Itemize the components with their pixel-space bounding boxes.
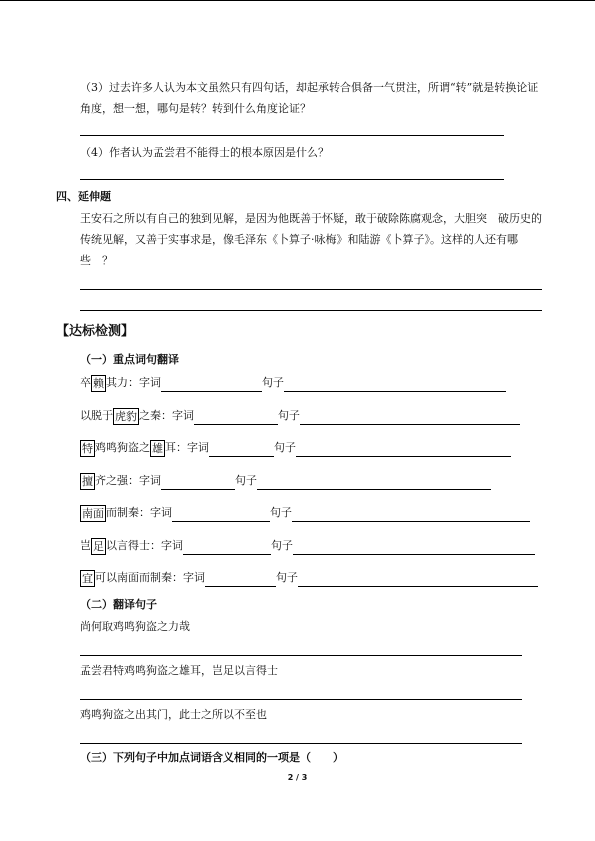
question-3: （3）过去许多人认为本文虽然只有四句话，却起承转合俱备一气贯注，所谓“转”就是转换论证角度，想一想，哪句是转？转到什么角度论证？ — [80, 81, 539, 115]
label-ci: 字词 — [183, 571, 205, 584]
label-juzi: 句子 — [270, 506, 292, 519]
answer-line-q3 — [80, 135, 504, 136]
label-ci: 字词 — [161, 539, 183, 552]
answer-line-extend-2 — [80, 310, 542, 311]
part3-title: （三）下列句子中加点词语含义相同的一项是（ ） — [80, 751, 344, 764]
word-answer-blank[interactable] — [172, 507, 270, 522]
key-word-box: 虎豹 — [115, 410, 137, 423]
key-word-box: 南面 — [82, 507, 104, 520]
sentence-answer-blank[interactable] — [284, 377, 506, 392]
colon-text: ： — [139, 506, 150, 519]
label-juzi: 句子 — [274, 441, 296, 454]
word-item-row — [80, 537, 535, 555]
word-item-text: 可以南面而制秦 — [95, 571, 172, 584]
word-item-text: 以脱于 — [80, 409, 113, 422]
sentence-answer-blank[interactable] — [300, 410, 520, 425]
key-word-box: 擅 — [82, 475, 93, 488]
sentence-answer-blank[interactable] — [296, 442, 511, 457]
sentence-answer-blank[interactable] — [292, 507, 530, 522]
sentence-3: 鸡鸣狗盗之出其门，此士之所以不至也 — [80, 708, 267, 721]
colon-text: ： — [150, 539, 161, 552]
section-extend-title: 四、延伸题 — [56, 190, 111, 203]
answer-line-sentence-3 — [80, 743, 522, 744]
word-item-text: 鸡鸣狗盗之 — [95, 441, 150, 454]
label-ci: 字词 — [187, 441, 209, 454]
sentence-2: 孟尝君特鸡鸣狗盗之雄耳，岂足以言得士 — [80, 664, 278, 677]
word-item-text: 岂 — [80, 539, 91, 552]
key-word-box: 足 — [93, 540, 104, 553]
part2-title: （二）翻译句子 — [80, 598, 157, 611]
key-word-box: 赖 — [93, 377, 104, 390]
colon-text: ： — [161, 409, 172, 422]
word-item-row — [80, 374, 506, 392]
label-ci: 字词 — [172, 409, 194, 422]
answer-line-sentence-2 — [80, 699, 522, 700]
word-answer-blank[interactable] — [161, 475, 235, 490]
answer-line-extend-1 — [80, 289, 542, 290]
sentence-answer-blank[interactable] — [298, 572, 538, 587]
label-ci: 字词 — [139, 376, 161, 389]
label-ci: 字词 — [139, 474, 161, 487]
key-word-box: 雄 — [152, 442, 163, 455]
label-juzi: 句子 — [271, 539, 293, 552]
label-juzi: 句子 — [276, 571, 298, 584]
word-item-row — [80, 439, 511, 457]
page-top-border — [0, 0, 595, 1]
answer-line-sentence-1 — [80, 655, 522, 656]
word-answer-blank[interactable] — [194, 410, 278, 425]
word-item-row — [80, 472, 491, 490]
dabiao-title: 【达标检测】 — [56, 324, 135, 339]
word-answer-blank[interactable] — [161, 377, 262, 392]
sentence-answer-blank[interactable] — [293, 540, 535, 555]
page-number: 2 / 3 — [287, 773, 308, 782]
label-juzi: 句子 — [235, 474, 257, 487]
key-word-box: 特 — [82, 442, 93, 455]
word-item-text: 耳 — [165, 441, 176, 454]
extend-paragraph: 王安石之所以有自己的独到见解，是因为他既善于怀疑，敢于破除陈腐观念，大胆突 破历史的传统见解，又善于实事求是，像毛泽东《卜算子·咏梅》和陆游《卜算子》。这样的人还有哪些 ？ — [80, 212, 542, 267]
sentence-answer-blank[interactable] — [257, 475, 491, 490]
word-answer-blank[interactable] — [205, 572, 276, 587]
word-item-row — [80, 569, 538, 587]
colon-text: ： — [176, 441, 187, 454]
label-ci: 字词 — [150, 506, 172, 519]
word-item-row — [80, 504, 530, 522]
word-item-text: 其力 — [106, 376, 128, 389]
word-item-text: 以言得士 — [106, 539, 150, 552]
colon-text: ： — [172, 571, 183, 584]
word-answer-blank[interactable] — [183, 540, 271, 555]
key-word-box: 宜 — [82, 572, 93, 585]
sentence-1: 尚何取鸡鸣狗盗之力哉 — [80, 620, 190, 633]
colon-text: ： — [128, 376, 139, 389]
label-juzi: 句子 — [262, 376, 284, 389]
part1-title: （一）重点词句翻译 — [80, 353, 179, 366]
word-item-text: 齐之强 — [95, 474, 128, 487]
word-answer-blank[interactable] — [209, 442, 274, 457]
answer-line-q4 — [80, 179, 504, 180]
label-juzi: 句子 — [278, 409, 300, 422]
colon-text: ： — [128, 474, 139, 487]
question-4: （4）作者认为孟尝君不能得士的根本原因是什么？ — [80, 146, 329, 159]
word-item-text: 卒 — [80, 376, 91, 389]
word-item-row — [80, 407, 520, 425]
word-item-text: 而制秦 — [106, 506, 139, 519]
word-item-text: 之秦 — [139, 409, 161, 422]
